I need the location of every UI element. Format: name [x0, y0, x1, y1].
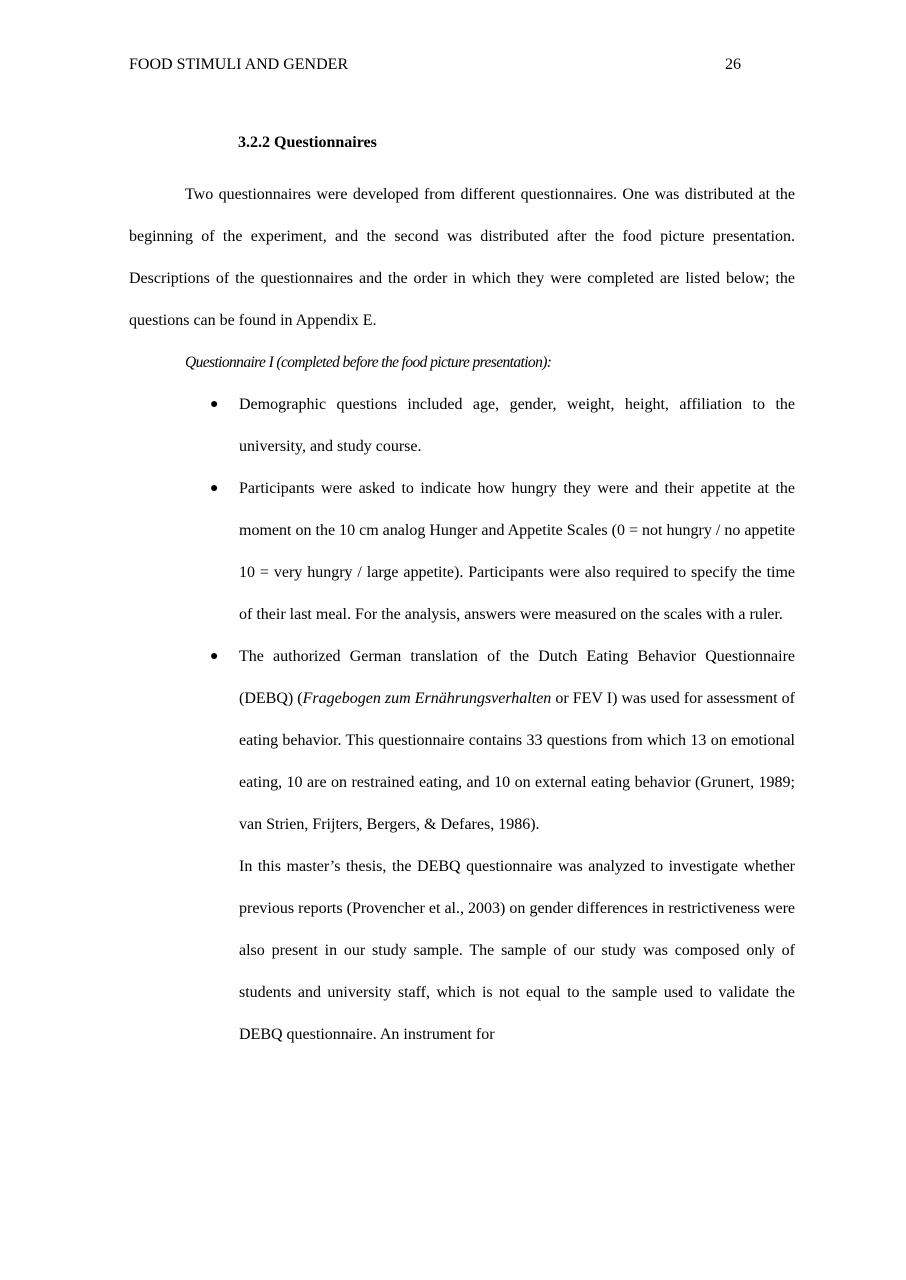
list-item	[210, 636, 796, 846]
running-head: FOOD STIMULI AND GENDER	[129, 56, 349, 73]
list-item-text: Demographic questions included age, gender, weight, height, affiliation to the university, and study course.	[239, 396, 795, 455]
continuation-paragraph: In this master’s thesis, the DEBQ questionnaire was analyzed to investigate whether previous reports (Provencher et al., 2003) on gender differences in restrictiveness were also present in our study sample. The sample of our study was composed only of students and university staff, which is not equal to the sample used to validate the DEBQ questionnaire. An instrument for	[239, 858, 795, 1043]
page-header	[129, 54, 741, 76]
section-heading: 3.2.2 Questionnaires	[238, 134, 377, 151]
bullet-icon: ●	[210, 649, 219, 664]
list-item-text-after: or FEV I) was used for assessment of eating behavior. This questionnaire contains 33 questions from which 13 on emotional eating, 10 are on restrained eating, and 10 on external eating behavior (Grunert, 1989; van Strien, Frijters, Bergers, & Defares, 1986).	[239, 690, 796, 833]
list-item-text: Participants were asked to indicate how hungry they were and their appetite at the moment on the 10 cm analog Hunger and Appetite Scales (0 = not hungry / no appetite 10 = very hungry / large appetite). Participants were also required to specify the time of their last meal. For the analysis, answers were measured on the scales with a ruler.	[239, 480, 795, 623]
list-item	[210, 384, 795, 468]
list-item-text-before: The authorized German translation of the Dutch Eating Behavior Questionnaire (DEBQ) (	[239, 648, 795, 707]
list-item	[210, 468, 795, 636]
page-body	[129, 132, 795, 1056]
page-number: 26	[725, 56, 741, 73]
bullet-list	[129, 384, 795, 846]
list-item-italic-title: Fragebogen zum Ernährungsverhalten	[302, 690, 552, 707]
intro-paragraph: Two questionnaires were developed from different questionnaires. One was distributed at the beginning of the experiment, and the second was distributed after the food picture presentation. Descriptions of the questionnaires and the order in which they were completed are listed below; the questions can be found in Appendix E.	[129, 186, 795, 329]
bullet-icon: ●	[210, 481, 219, 496]
questionnaire-subheading: Questionnaire I (completed before the food picture presentation):	[185, 354, 552, 371]
bullet-icon: ●	[210, 397, 219, 412]
